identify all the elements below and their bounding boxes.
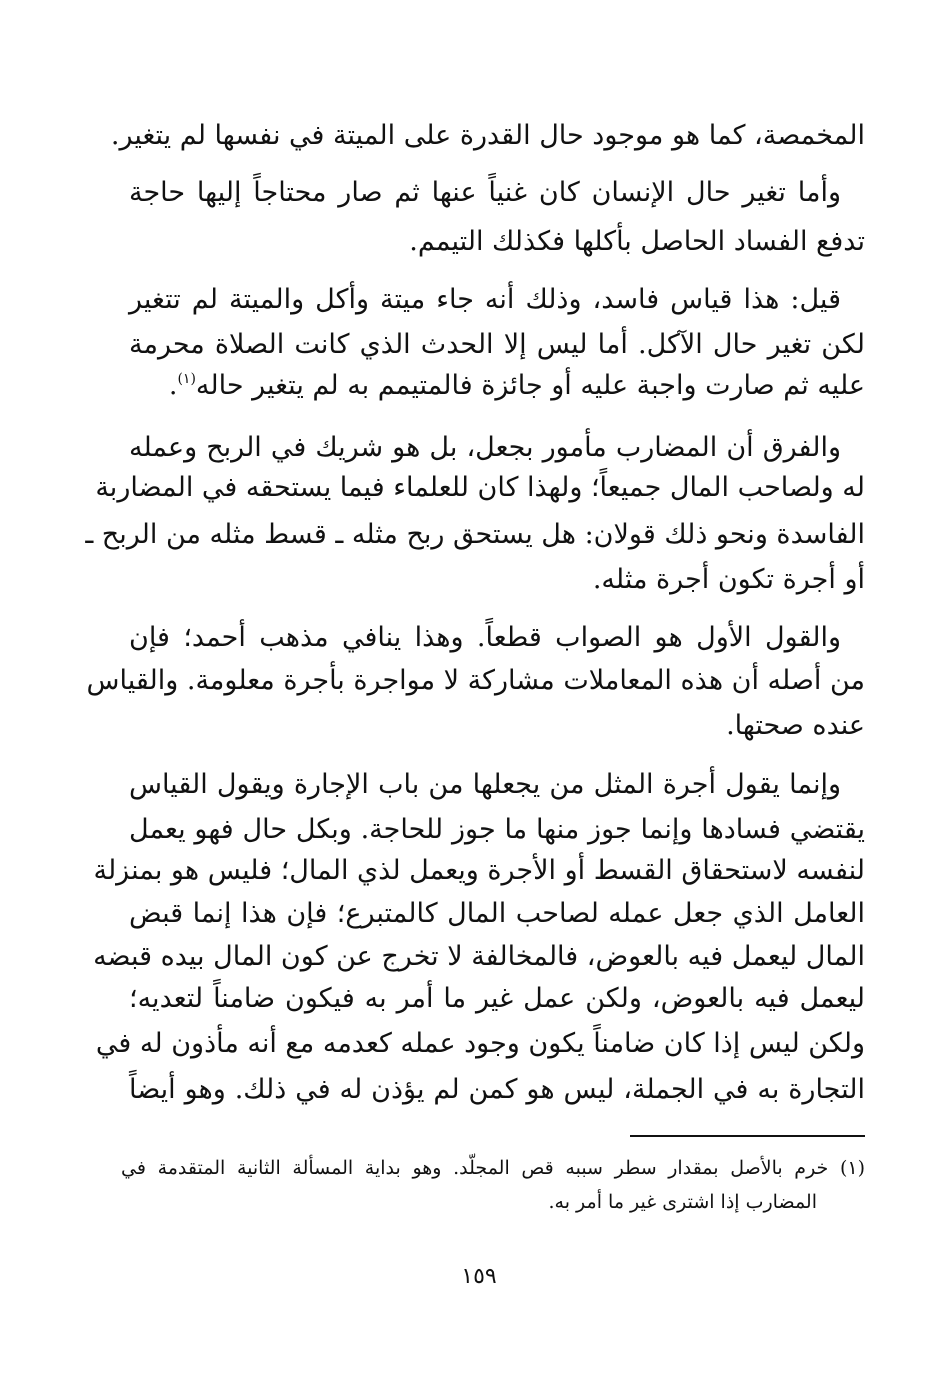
text-line: الفاسدة ونحو ذلك قولان: هل يستحق ربح مثله ـ قسط مثله من الربح ـ	[85, 519, 865, 550]
footnote-separator	[630, 1135, 865, 1137]
text-line: ولكن ليس إذا كان ضامناً يكون وجود عمله كعدمه مع أنه مأذون له في	[95, 1028, 865, 1059]
text-line: العامل الذي جعل عمله لصاحب المال كالمتبرع؛ فإن هذا إنما قبض	[129, 898, 865, 929]
text-line: قيل: هذا قياس فاسد، وذلك أنه جاء ميتة وأكل والميتة لم تتغير	[129, 284, 841, 315]
page-number: ١٥٩	[461, 1264, 497, 1289]
text-line: له ولصاحب المال جميعاً؛ ولهذا كان للعلماء فيما يستحقه في المضاربة	[95, 472, 865, 503]
text-line: تدفع الفساد الحاصل بأكلها فكذلك التيمم.	[409, 226, 865, 257]
footnote-text: (١) خرم بالأصل بمقدار سطر سببه قص المجلّد. وهو بداية المسألة الثانية المتقدمة في	[121, 1157, 865, 1179]
text-line: يقتضي فسادها وإنما جوز منها ما جوز للحاجة. وبكل حال فهو يعمل	[129, 814, 865, 845]
text-line: ليعمل فيه بالعوض، ولكن عمل غير ما أمر به فيكون ضامناً لتعديه؛	[129, 983, 865, 1014]
text-line: أو أجرة تكون أجرة مثله.	[592, 564, 865, 595]
text-line: لكن تغير حال الآكل. أما ليس إلا الحدث الذي كانت الصلاة محرمة	[129, 329, 865, 360]
text-line: والقول الأول هو الصواب قطعاً. وهذا ينافي مذهب أحمد؛ فإن	[129, 622, 841, 653]
text-line: عنده صحتها.	[726, 710, 865, 741]
text-line: المخمصة، كما هو موجود حال القدرة على الميتة في نفسها لم يتغير.	[110, 120, 865, 151]
text-line-with-footnote	[129, 366, 865, 406]
text-line: من أصله أن هذه المعاملات مشاركة لا مواجرة بأجرة معلومة. والقياس	[86, 665, 865, 696]
text-line: وأما تغير حال الإنسان كان غنياً عنها ثم صار محتاجاً إليها حاجة	[129, 177, 841, 208]
text-line: وإنما يقول أجرة المثل من يجعلها من باب الإجارة ويقول القياس	[129, 769, 841, 800]
text-segment: عليه ثم صارت واجبة عليه أو جائزة فالمتيمم به لم يتغير حاله	[195, 370, 865, 401]
text-line: والفرق أن المضارب مأمور بجعل، بل هو شريك في الربح وعمله	[129, 432, 841, 463]
text-line: التجارة به في الجملة، ليس هو كمن لم يؤذن له في ذلك. وهو أيضاً	[129, 1074, 865, 1105]
footnote-text: المضارب إذا اشترى غير ما أمر به.	[548, 1191, 817, 1213]
period: .	[168, 370, 178, 401]
text-line: المال ليعمل فيه بالعوض، فالمخالفة لا تخرج عن كون المال بيده قبضه	[93, 941, 865, 972]
footnote-reference: (١)	[177, 371, 196, 387]
text-line: لنفسه لاستحقاق القسط أو الأجرة ويعمل لذي المال؛ فليس هو بمنزلة	[93, 855, 865, 886]
